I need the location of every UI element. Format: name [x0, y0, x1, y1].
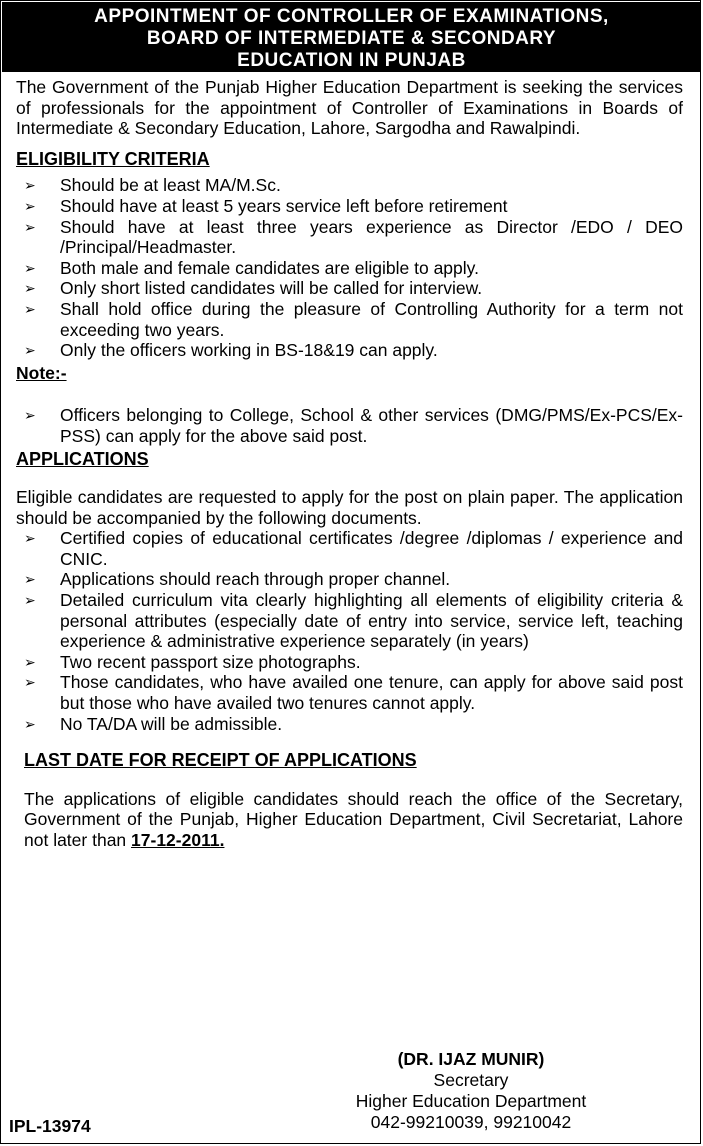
arrow-right-icon: ➢	[24, 280, 36, 297]
applications-heading: APPLICATIONS	[16, 448, 149, 469]
last-date-heading: LAST DATE FOR RECEIPT OF APPLICATIONS	[24, 750, 417, 771]
arrow-right-icon: ➢	[24, 407, 36, 424]
list-item: ➢ Applications should reach through proper channel.	[24, 569, 451, 590]
note-list	[16, 405, 683, 446]
applications-list	[16, 528, 683, 734]
list-item: ➢ Only short listed candidates will be called for interview.	[24, 278, 483, 299]
list-item: ➢ Both male and female candidates are eligible to apply.	[24, 257, 479, 278]
list-item: ➢ Should be at least MA/M.Sc.	[24, 175, 281, 196]
header-line-1: APPOINTMENT OF CONTROLLER OF EXAMINATIONS,	[94, 6, 609, 27]
last-date-text: The applications of eligible candidates should reach the office of the Secretary, Government of the Punjab, Higher Education Department, Civil Secretariat, Lahore not later than	[24, 788, 683, 850]
arrow-right-icon: ➢	[24, 177, 36, 194]
list-item: ➢ Certified copies of educational certificates /degree /diplomas / experience and CNIC.	[24, 528, 683, 569]
signatory-name: (DR. IJAZ MUNIR)	[397, 1049, 545, 1069]
list-item: ➢ Only the officers working in BS-18&19 can apply.	[24, 340, 438, 361]
signatory-department: Higher Education Department	[355, 1091, 587, 1111]
list-item: ➢ Two recent passport size photographs.	[24, 651, 361, 672]
arrow-right-icon: ➢	[24, 342, 36, 359]
last-date-value: 17-12-2011.	[131, 830, 225, 850]
list-item: ➢ No TA/DA will be admissible.	[24, 713, 283, 734]
content	[16, 77, 683, 851]
arrow-right-icon: ➢	[24, 197, 36, 214]
note-heading: Note:-	[16, 362, 67, 383]
arrow-right-icon: ➢	[24, 300, 36, 317]
arrow-right-icon: ➢	[24, 218, 36, 235]
arrow-right-icon: ➢	[24, 571, 36, 588]
list-item: ➢ Should have at least 5 years service left before retirement	[24, 195, 508, 216]
header-line-2: BOARD OF INTERMEDIATE & SECONDARY	[146, 28, 557, 49]
signatory-title: Secretary	[433, 1070, 509, 1090]
signatory-phone: 042-99210039, 99210042	[370, 1112, 572, 1132]
list-item: ➢ Shall hold office during the pleasure of Controlling Authority for a term not exceeding two years.	[24, 298, 683, 340]
arrow-right-icon: ➢	[24, 715, 36, 732]
arrow-right-icon: ➢	[24, 592, 36, 609]
applications-intro: Eligible candidates are requested to apply for the post on plain paper. The application should be accompanied by the following documents.	[16, 487, 683, 528]
list-item: ➢ Officers belonging to College, School & other services (DMG/PMS/Ex-PCS/Ex-PSS) can apply for the above said post.	[24, 405, 683, 446]
signature-block	[301, 1049, 641, 1133]
header-line-3: EDUCATION IN PUNJAB	[237, 50, 466, 71]
eligibility-list	[16, 175, 683, 360]
header-banner	[2, 2, 701, 72]
eligibility-heading: ELIGIBILITY CRITERIA	[16, 148, 210, 169]
list-item: ➢ Those candidates, who have availed one tenure, can apply for above said post but those who have availed two tenures cannot apply.	[24, 672, 683, 714]
reference-number: IPL-13974	[9, 1116, 91, 1136]
list-item: ➢ Detailed curriculum vita clearly highlighting all elements of eligibility criteria & personal attributes (especially date of entry into service, service left, teaching experience & administrative experience separately (in years)	[24, 590, 683, 652]
arrow-right-icon: ➢	[24, 674, 36, 691]
intro-paragraph: The Government of the Punjab Higher Education Department is seeking the services of professionals for the appointment of Controller of Examinations in Boards of Intermediate & Secondary Education, Lahore, Sargodha and Rawalpindi.	[16, 77, 683, 139]
last-date-paragraph	[16, 789, 683, 851]
arrow-right-icon: ➢	[24, 530, 36, 547]
list-item: ➢ Should have at least three years experience as Director /EDO / DEO /Principal/Headmaster.	[24, 216, 683, 258]
arrow-right-icon: ➢	[24, 653, 36, 670]
arrow-right-icon: ➢	[24, 259, 36, 276]
